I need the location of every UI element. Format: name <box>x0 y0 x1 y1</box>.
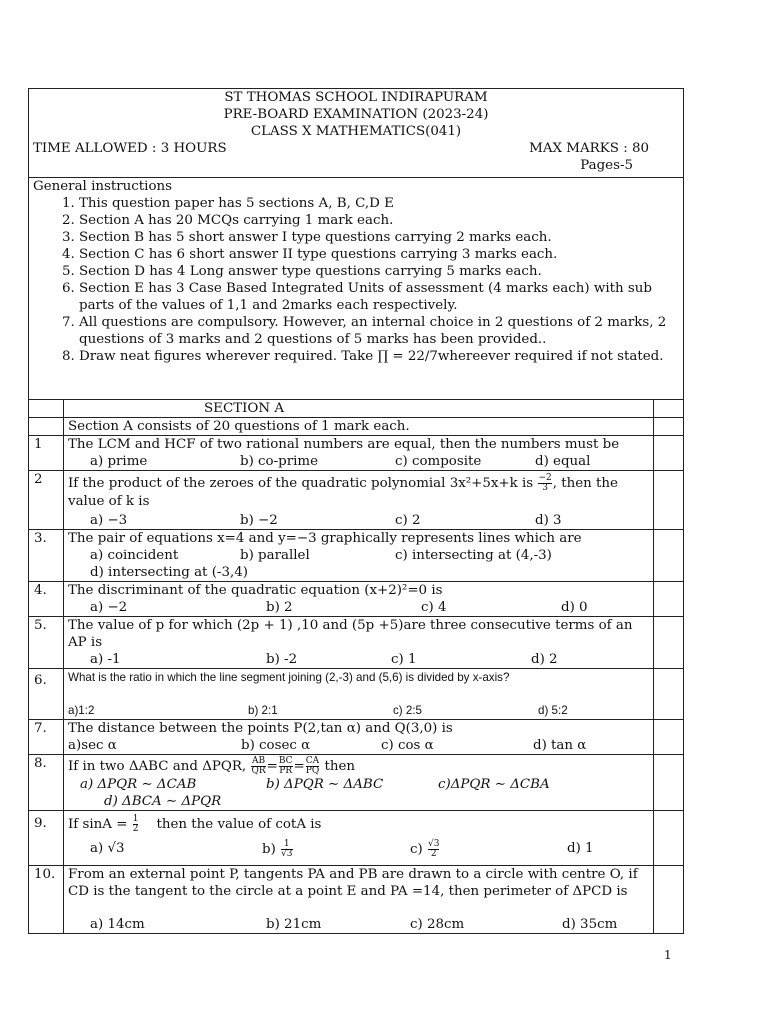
option-c: c) 28cm <box>410 917 465 932</box>
question-number: 10. <box>29 866 64 934</box>
instruction-item: 6. Section E has 3 Case Based Integrated Units of assessment (4 marks each) with sub parts of the values of 1,1 and 2marks each respectively. <box>79 280 679 314</box>
option-a: a) 14cm <box>90 917 145 932</box>
class-subject: CLASS X MATHEMATICS(041) <box>250 124 462 139</box>
question-number: 5. <box>29 617 64 669</box>
instruction-item: 5. Section D has 4 Long answer type questions carrying 5 marks each. <box>79 263 679 280</box>
question-text: The distance between the points P(2,tan α) and Q(3,0) is <box>68 721 453 736</box>
instructions-row <box>29 178 684 400</box>
option-c: c) cos α <box>381 738 434 753</box>
option-d: d) 2 <box>531 652 558 667</box>
question-text: From an external point P, tangents PA and PB are drawn to a circle with centre O, if CD is the tangent to the circle at a point E and PA =14, then perimeter of ΔPCD is <box>68 867 638 899</box>
option-a: a) −2 <box>90 600 128 615</box>
option-b: b) ΔPQR ∼ ΔABC <box>266 777 384 792</box>
option-c: c) intersecting at (4,-3) <box>395 548 552 563</box>
option-c: c)ΔPQR ∼ ΔCBA <box>438 777 550 792</box>
option-a: a) √3 <box>90 841 125 856</box>
option-c: c) 2 <box>395 513 421 528</box>
section-note: Section A consists of 20 questions of 1 mark each. <box>64 418 654 436</box>
option-d: d) 0 <box>561 600 588 615</box>
fraction: $\frac{-2}{3}$ <box>538 473 552 493</box>
question-number: 3. <box>29 530 64 582</box>
paper-table <box>28 88 684 934</box>
option-d: d) tan α <box>533 738 587 753</box>
option-a: a) coincident <box>90 548 179 563</box>
header-row <box>29 89 684 178</box>
option-a: a) −3 <box>90 513 128 528</box>
instruction-item: 8. Draw neat figures wherever required. Take ∏ = 22/7whereever required if not stated. <box>79 348 679 365</box>
instructions-title: General instructions <box>33 179 172 194</box>
question-number: 6. <box>29 669 64 720</box>
question-number: 1 <box>29 436 64 471</box>
question-row <box>29 669 684 720</box>
question-number: 7. <box>29 720 64 755</box>
question-text: The discriminant of the quadratic equation (x+2)²=0 is <box>68 583 443 598</box>
option-c: c) composite <box>395 454 482 469</box>
section-title: SECTION A <box>64 400 654 418</box>
question-row <box>29 811 684 866</box>
instruction-item: 4. Section C has 6 short answer II type questions carrying 3 marks each. <box>79 246 679 263</box>
option-a: a) -1 <box>90 652 121 667</box>
option-c: c) $\frac{√3}{2}$ <box>410 839 440 859</box>
question-number: 4. <box>29 582 64 617</box>
option-c: c) 2:5 <box>393 704 422 717</box>
option-d: d) equal <box>535 454 591 469</box>
question-text: If the product of the zeroes of the quadratic polynomial 3x²+5x+k is $\frac{-2}{3}$ , then the value of k is <box>68 473 618 509</box>
instruction-item: 7. All questions are compulsory. However, an internal choice in 2 questions of 2 marks, 2 questions of 3 marks and 2 questions of 5 marks has been provided.. <box>79 314 679 348</box>
option-a: a)1:2 <box>68 704 95 717</box>
option-a: a) ΔPQR ∼ ΔCAB <box>80 777 197 792</box>
option-b: b) cosec α <box>241 738 311 753</box>
instruction-item: 2. Section A has 20 MCQs carrying 1 mark each. <box>79 212 679 229</box>
option-b: b) co-prime <box>240 454 319 469</box>
question-row <box>29 866 684 934</box>
question-text: If in two ΔABC and ΔPQR, $\frac{AB}{QR}$ = $\frac{BC}{PR}$ = $\frac{CA}{PQ}$ then <box>68 756 356 776</box>
option-b: b) −2 <box>240 513 278 528</box>
page-number: 1 <box>664 948 672 962</box>
option-a: a) prime <box>90 454 148 469</box>
max-marks: MAX MARKS : 80 <box>529 141 649 156</box>
instruction-item: 1. This question paper has 5 sections A, B, C,D E <box>79 195 679 212</box>
option-a: a)sec α <box>68 738 117 753</box>
question-number: 9. <box>29 811 64 866</box>
section-title-row <box>29 400 684 418</box>
instruction-item: 3. Section B has 5 short answer I type questions carrying 2 marks each. <box>79 229 679 246</box>
question-row <box>29 436 684 471</box>
question-row <box>29 755 684 811</box>
question-number: 2 <box>29 471 64 530</box>
pages-count: Pages-5 <box>580 158 633 173</box>
question-text: If sinA = $\frac{1}{2}$ then the value of cotA is <box>68 814 322 834</box>
time-allowed: TIME ALLOWED : 3 HOURS <box>33 141 227 156</box>
option-d: d) 3 <box>535 513 562 528</box>
question-row <box>29 617 684 669</box>
question-row <box>29 530 684 582</box>
question-row <box>29 582 684 617</box>
question-row <box>29 720 684 755</box>
question-paper <box>28 88 683 934</box>
question-number: 8. <box>29 755 64 811</box>
option-d: d) 1 <box>567 841 594 856</box>
option-b: b) 21cm <box>266 917 322 932</box>
exam-title: PRE-BOARD EXAMINATION (2023-24) <box>223 107 489 122</box>
school-name: ST THOMAS SCHOOL INDIRAPURAM <box>224 90 488 105</box>
question-text: The pair of equations x=4 and y=−3 graphically represents lines which are <box>68 531 582 546</box>
option-c: c) 1 <box>391 652 417 667</box>
option-d: d) intersecting at (-3,4) <box>90 565 248 580</box>
question-text: What is the ratio in which the line segment joining (2,-3) and (5,6) is divided by x-axis? <box>68 671 510 684</box>
option-d: d) 5:2 <box>538 704 568 717</box>
option-c: c) 4 <box>421 600 447 615</box>
option-b: b) parallel <box>240 548 310 563</box>
question-text: The LCM and HCF of two rational numbers are equal, then the numbers must be <box>68 437 620 452</box>
option-d: d) ΔBCA ∼ ΔPQR <box>104 794 222 809</box>
option-b: b) 2 <box>266 600 293 615</box>
question-text: The value of p for which (2p + 1) ,10 and (5p +5)are three consecutive terms of an AP is <box>68 618 633 650</box>
option-d: d) 35cm <box>562 917 618 932</box>
option-b: b) 2:1 <box>248 704 278 717</box>
option-b: b) $\frac{1}{√3}$ <box>262 839 293 859</box>
option-b: b) -2 <box>266 652 298 667</box>
instructions-list <box>33 195 679 365</box>
question-row <box>29 471 684 530</box>
section-note-row <box>29 418 684 436</box>
